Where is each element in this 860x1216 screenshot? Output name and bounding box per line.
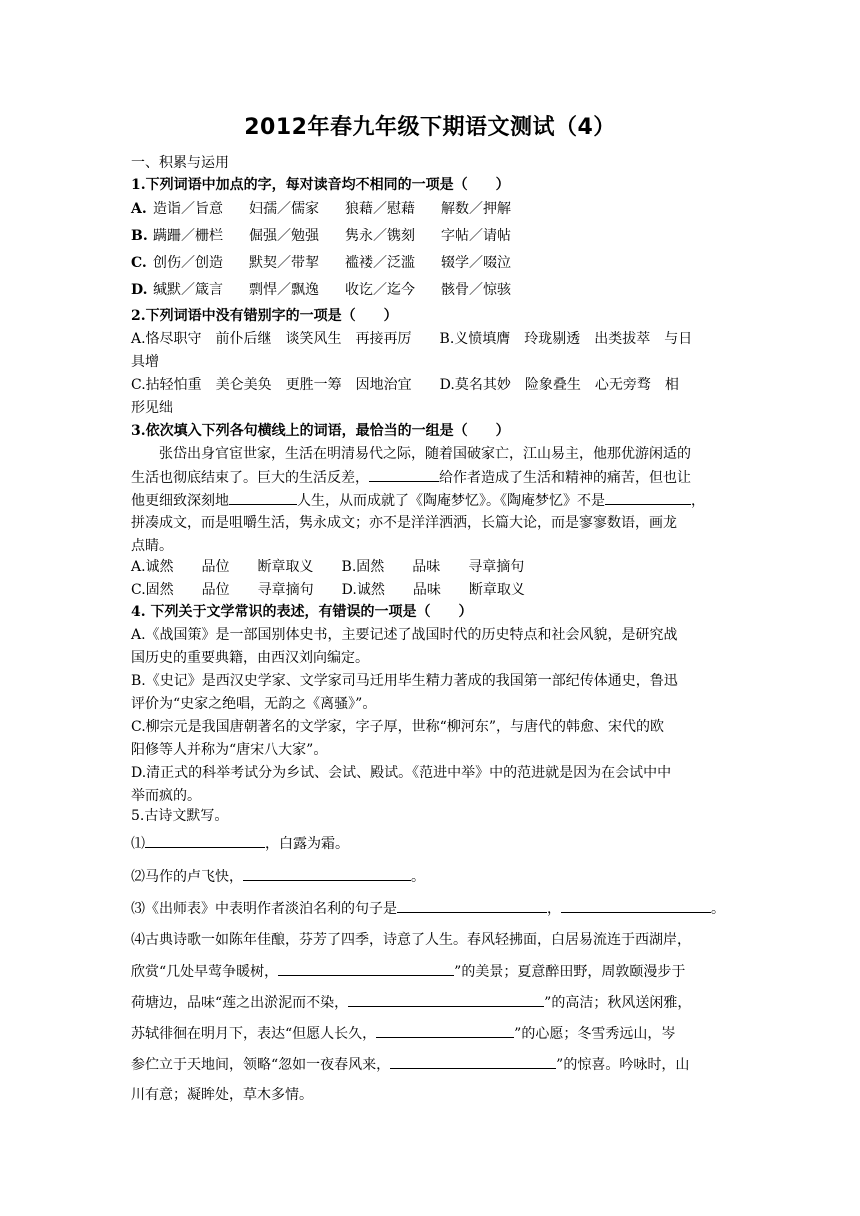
question-4-option-c-line-2: 阳修等人并称为“唐宋八大家”。: [131, 742, 328, 758]
question-2-options-line-1: A.恪尽职守 前仆后继 谈笑风生 再接再厉 B.义愤填膺 玲珑剔透 出类拔萃 与日: [131, 331, 693, 347]
question-4-option-b-line-1: B.《史记》是西汉史学家、文学家司马迁用毕生精力著成的我国第一部纪传体通史，鲁迅: [131, 673, 678, 689]
question-4-option-c-line-1: C.柳宗元是我国唐朝著名的文学家，字子厚，世称“柳河东”，与唐代的韩愈、宋代的欧: [131, 719, 664, 735]
answer-blank[interactable]: [369, 467, 439, 482]
section-heading: 一、积累与运用: [131, 155, 229, 171]
question-1-option-a: A. 造诣／旨意 妇孺／儒家 狼藉／慰藉 解数／押解: [131, 201, 511, 217]
question-2-stem: 2.下列词语中没有错别字的一项是（ ）: [131, 308, 398, 324]
question-4-option-d-line-2: 举而疯的。: [131, 788, 201, 804]
question-2-options-line-4: 形见绌: [131, 400, 173, 416]
question-1-option-c: C. 创伤／创造 默契／带挈 褴褛／泛滥 辍学／啜泣: [131, 255, 511, 271]
answer-blank[interactable]: [376, 1023, 514, 1038]
question-5-item-4-line-5: 参伫立于天地间，领略“忽如一夜春风来， ”的惊喜。吟咏时，山: [131, 1054, 733, 1075]
question-4-option-b-line-2: 评价为“史家之绝唱，无韵之《离骚》”。: [131, 696, 377, 712]
question-5-item-4-line-6: 川有意；凝眸处，草木多情。: [131, 1087, 313, 1103]
question-4-option-a-line-1: A.《战国策》是一部国别体史书，主要记述了战国时代的历史特点和社会风貌，是研究战: [131, 627, 678, 643]
question-3-passage-line-2: 生活也彻底结束了。巨大的生活反差， 给作者造成了生活和精神的痛苦，但也让: [131, 467, 733, 488]
question-5-item-3: ⑶《出师表》中表明作者淡泊名利的句子是 ， 。: [131, 898, 733, 919]
answer-blank[interactable]: [605, 490, 691, 505]
question-3-passage-line-5: 点睛。: [131, 538, 173, 554]
question-4-option-a-line-2: 国历史的重要典籍，由西汉刘向编定。: [131, 650, 369, 666]
question-5-item-4-line-3: 荷塘边，品味“莲之出淤泥而不染， ”的高洁；秋风送闲雅，: [131, 992, 733, 1013]
question-5-item-4-line-1: ⑷古典诗歌一如陈年佳酿，芬芳了四季，诗意了人生。春风轻拂面，白居易流连于西湖岸，: [131, 932, 691, 948]
question-5-item-1: ⑴ ，白露为霜。: [131, 833, 733, 854]
page-title: 2012年春九年级下期语文测试（4）: [244, 115, 616, 140]
question-5-item-4-line-2: 欣赏“几处早莺争暖树， ”的美景；夏意醉田野，周敦颐漫步于: [131, 961, 733, 982]
answer-blank[interactable]: [278, 961, 454, 976]
answer-blank[interactable]: [397, 898, 547, 913]
answer-blank[interactable]: [348, 992, 544, 1007]
question-4-option-d-line-1: D.清正式的科举考试分为乡试、会试、殿试。《范进中举》中的范进就是因为在会试中中: [131, 765, 672, 781]
answer-blank[interactable]: [243, 866, 411, 881]
question-2-options-line-3: C.拈轻怕重 美仑美奂 更胜一筹 因地治宜 D.莫名其妙 险象叠生 心无旁骛 相: [131, 377, 679, 393]
answer-blank[interactable]: [229, 490, 297, 505]
question-3-stem: 3.依次填入下列各句横线上的词语，最恰当的一组是（ ）: [131, 423, 510, 439]
question-2-options-line-2: 具增: [131, 354, 159, 370]
question-3-passage-line-4: 拼凑成文，而是咀嚼生活，隽永成文；亦不是洋洋洒洒，长篇大论，而是寥寥数语，画龙: [131, 515, 677, 531]
question-5-item-2: ⑵马作的卢飞快， 。: [131, 866, 733, 887]
question-3-passage-line-1: 张岱出身官宦世家，生活在明清易代之际，随着国破家亡，江山易主，他那优游闲适的: [131, 446, 691, 462]
answer-blank[interactable]: [390, 1054, 556, 1069]
answer-blank[interactable]: [561, 898, 711, 913]
question-1-stem: 1.下列词语中加点的字，每对读音均不相同的一项是（ ）: [131, 177, 510, 193]
question-3-options-cd: C.固然 品位 寻章摘句 D.诚然 品味 断章取义: [131, 582, 525, 598]
question-5-item-4-line-4: 苏轼徘徊在明月下，表达“但愿人长久， ”的心愿；冬雪秀远山，岑: [131, 1023, 733, 1044]
question-5-stem: 5.古诗文默写。: [131, 808, 229, 824]
question-4-stem: 4. 下列关于文学常识的表述，有错误的一项是（ ）: [131, 604, 473, 620]
question-1-option-d: D. 缄默／箴言 剽悍／飘逸 收讫／迄今 骸骨／惊骇: [131, 282, 511, 298]
question-3-options-ab: A.诚然 品位 断章取义 B.固然 品味 寻章摘句: [131, 559, 525, 575]
question-1-option-b: B. 蹒跚／栅栏 倔强／勉强 隽永／镌刻 字帖／请帖: [131, 228, 511, 244]
question-3-passage-line-3: 他更细致深刻地 人生，从而成就了《陶庵梦忆》。《陶庵梦忆》不是 ，: [131, 490, 733, 511]
answer-blank[interactable]: [145, 833, 265, 848]
